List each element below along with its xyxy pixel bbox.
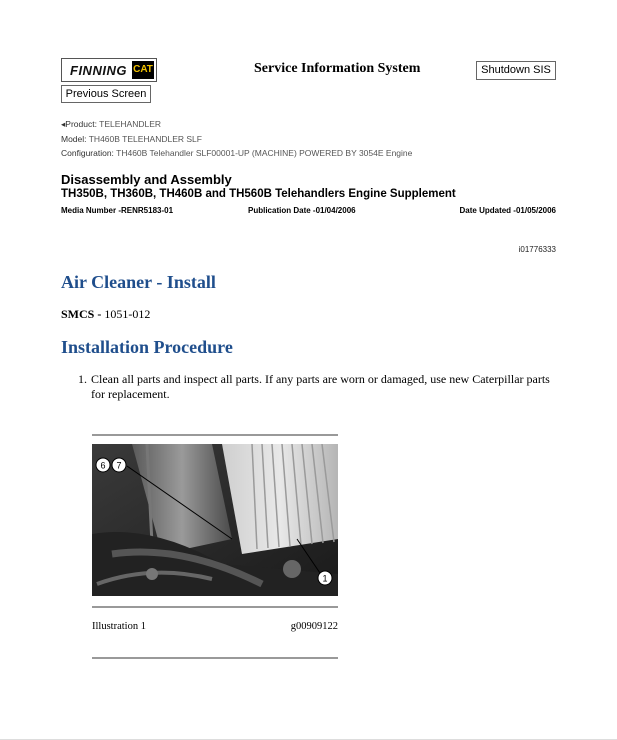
step-text: Clean all parts and inspect all parts. If any parts are worn or damaged, use new Caterpillar parts for replacement. [91,372,550,401]
configuration-label: Configuration: [61,148,114,158]
smcs-label: SMCS - [61,307,102,321]
illustration-bottom-rule [92,606,338,608]
configuration-line [61,148,412,158]
back-arrow-icon[interactable]: ◂ [61,119,66,129]
product-label: Product: [65,119,97,129]
svg-text:1: 1 [322,573,328,584]
system-title: Service Information System [254,61,421,76]
model-line [61,134,202,144]
document-title: Disassembly and Assembly [61,172,232,187]
callout-6 [96,458,110,472]
illustration-end-rule [92,657,338,659]
configuration-value: TH460B Telehandler SLF00001-UP (MACHINE) POWERED BY 3054E Engine [116,148,413,158]
media-number: Media Number -RENR5183-01 [61,206,174,215]
model-value: TH460B TELEHANDLER SLF [88,134,202,144]
product-value: TELEHANDLER [99,119,162,129]
finning-logo-text: FINNING [70,63,127,78]
finning-cat-logo [61,58,157,82]
publication-date: Publication Date -01/04/2006 [248,206,356,215]
svg-text:6: 6 [100,460,106,471]
smcs-code [61,307,150,322]
air-cleaner-photo [92,444,338,596]
illustration-label: Illustration 1 [92,621,146,632]
step-number: 1. [78,372,87,386]
illustration-code: g00909122 [290,621,338,632]
callout-1 [318,571,332,585]
illustration-top-rule [92,434,338,436]
document-subtitle: TH350B, TH360B, TH460B and TH560B Telehandlers Engine Supplement [61,188,456,200]
callout-7 [112,458,126,472]
product-line [61,119,161,130]
date-updated: Date Updated -01/05/2006 [459,206,556,215]
previous-screen-button[interactable]: Previous Screen [61,85,151,103]
procedure-heading: Installation Procedure [61,337,233,357]
shutdown-sis-button[interactable]: Shutdown SIS [476,61,556,80]
svg-text:7: 7 [116,460,122,471]
cat-logo-badge: CAT [132,61,154,79]
smcs-value: 1051-012 [104,307,151,321]
section-heading: Air Cleaner - Install [61,272,216,292]
model-label: Model: [61,134,87,144]
reference-id: i01776333 [518,245,556,254]
